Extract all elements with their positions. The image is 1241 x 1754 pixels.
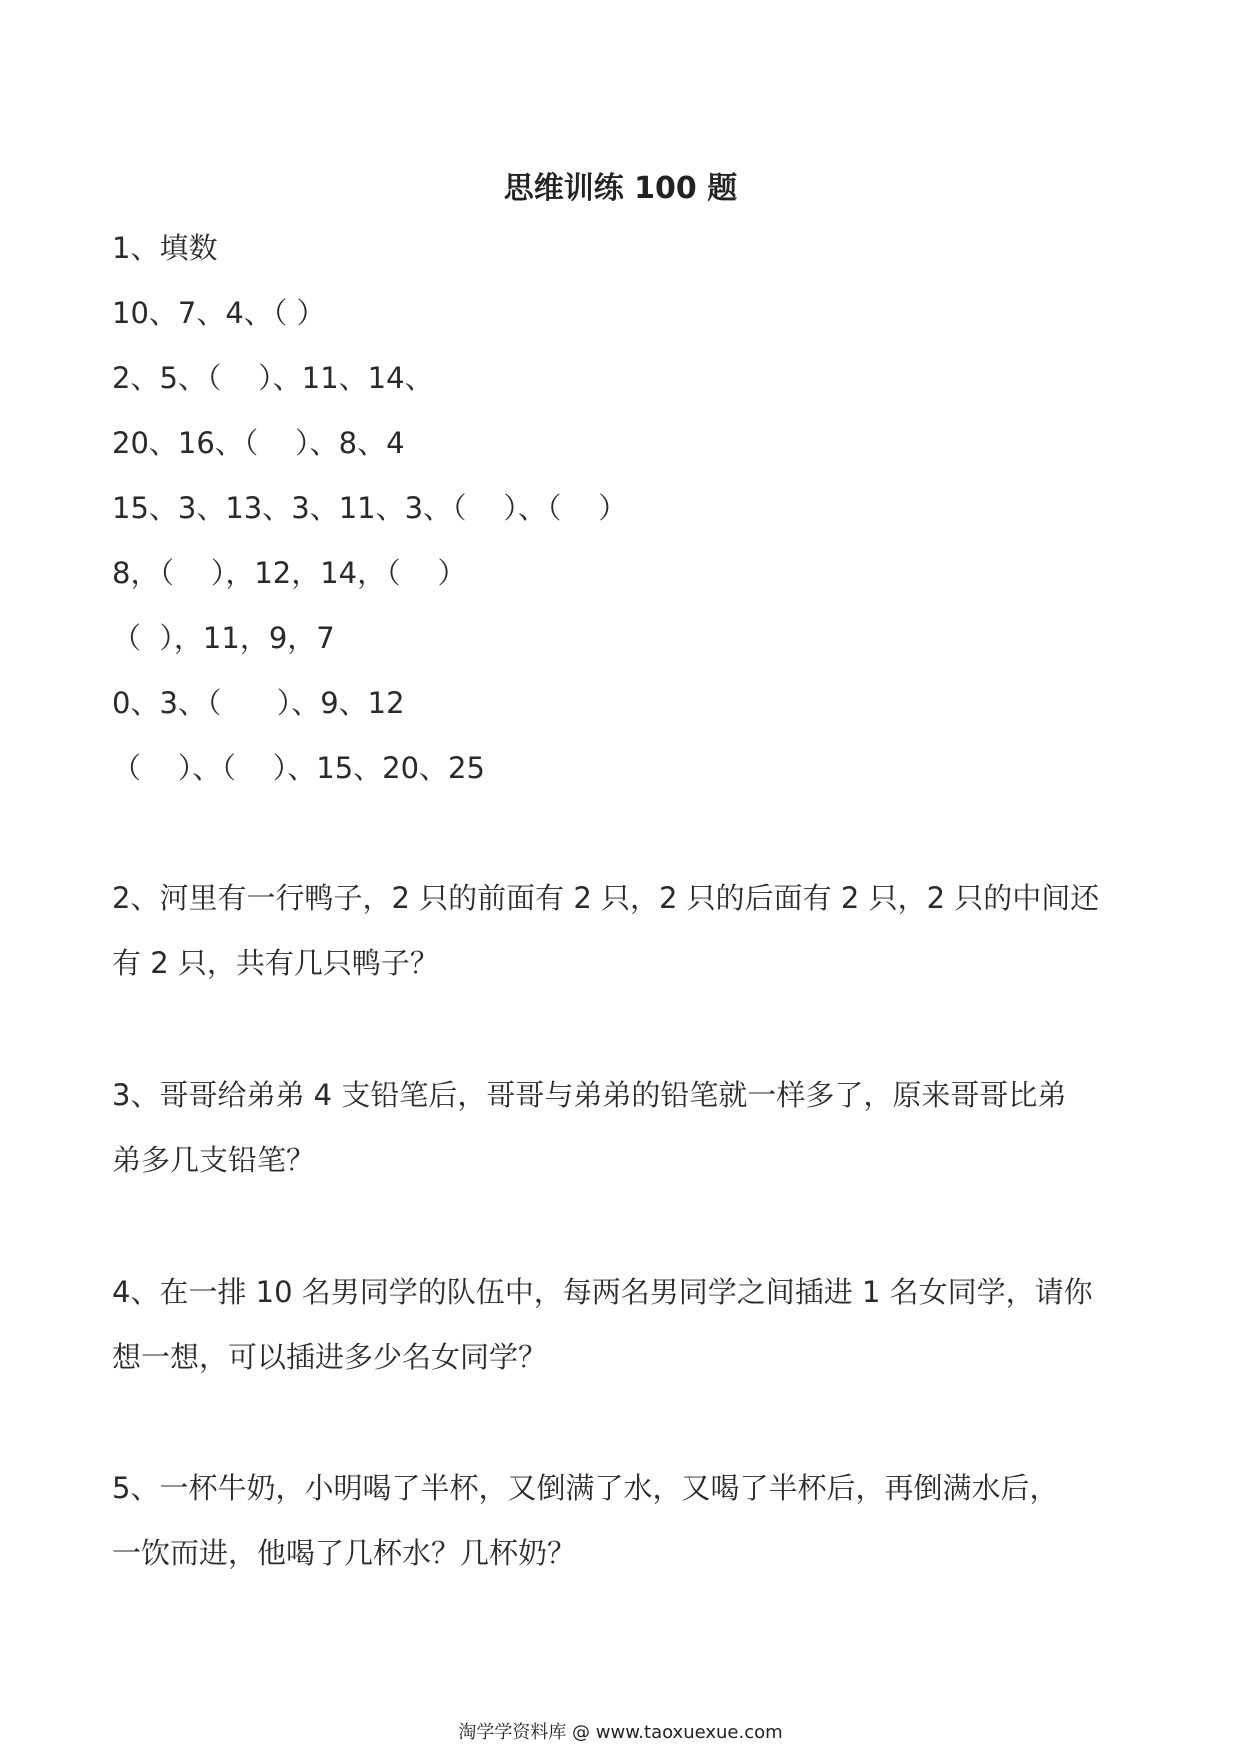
- page-title: 思维训练 100 题: [503, 171, 738, 206]
- q5-line-2: 一饮而进，他喝了几杯水？几杯奶？: [112, 1536, 577, 1570]
- q3-line-1: 3、哥哥给弟弟 4 支铅笔后，哥哥与弟弟的铅笔就一样多了，原来哥哥比弟: [112, 1078, 1067, 1112]
- q1-sequence-1: 10、7、4、（ ）: [112, 296, 326, 330]
- q1-sequence-3: 20、16、（ ）、8、4: [112, 426, 405, 460]
- q1-sequence-2: 2、5、（ ）、11、14、: [112, 361, 434, 395]
- q5-line-1: 5、一杯牛奶，小明喝了半杯，又倒满了水，又喝了半杯后，再倒满水后，: [112, 1471, 1059, 1505]
- q1-sequence-6: （ ），11，9，7: [112, 621, 335, 655]
- q4-line-1: 4、在一排 10 名男同学的队伍中，每两名男同学之间插进 1 名女同学，请你: [112, 1275, 1093, 1309]
- q2-line-2: 有 2 只，共有几只鸭子？: [112, 946, 439, 980]
- q4-line-2: 想一想，可以插进多少名女同学？: [112, 1340, 548, 1374]
- q2-line-1: 2、河里有一行鸭子，2 只的前面有 2 只，2 只的后面有 2 只，2 只的中间还: [112, 881, 1100, 915]
- q1-heading: 1、填数: [112, 231, 218, 265]
- q3-line-2: 弟多几支铅笔？: [112, 1143, 316, 1177]
- q1-sequence-8: （ ）、（ ）、15、20、25: [112, 751, 485, 785]
- q1-sequence-5: 8，（ ），12，14，（ ）: [112, 556, 467, 590]
- q1-sequence-4: 15、3、13、3、11、3、（ ）、（ ）: [112, 491, 628, 525]
- footer-watermark: 淘学学资料库 @ www.taoxuexue.com: [458, 1722, 783, 1743]
- q1-sequence-7: 0、3、（ ）、9、12: [112, 686, 405, 720]
